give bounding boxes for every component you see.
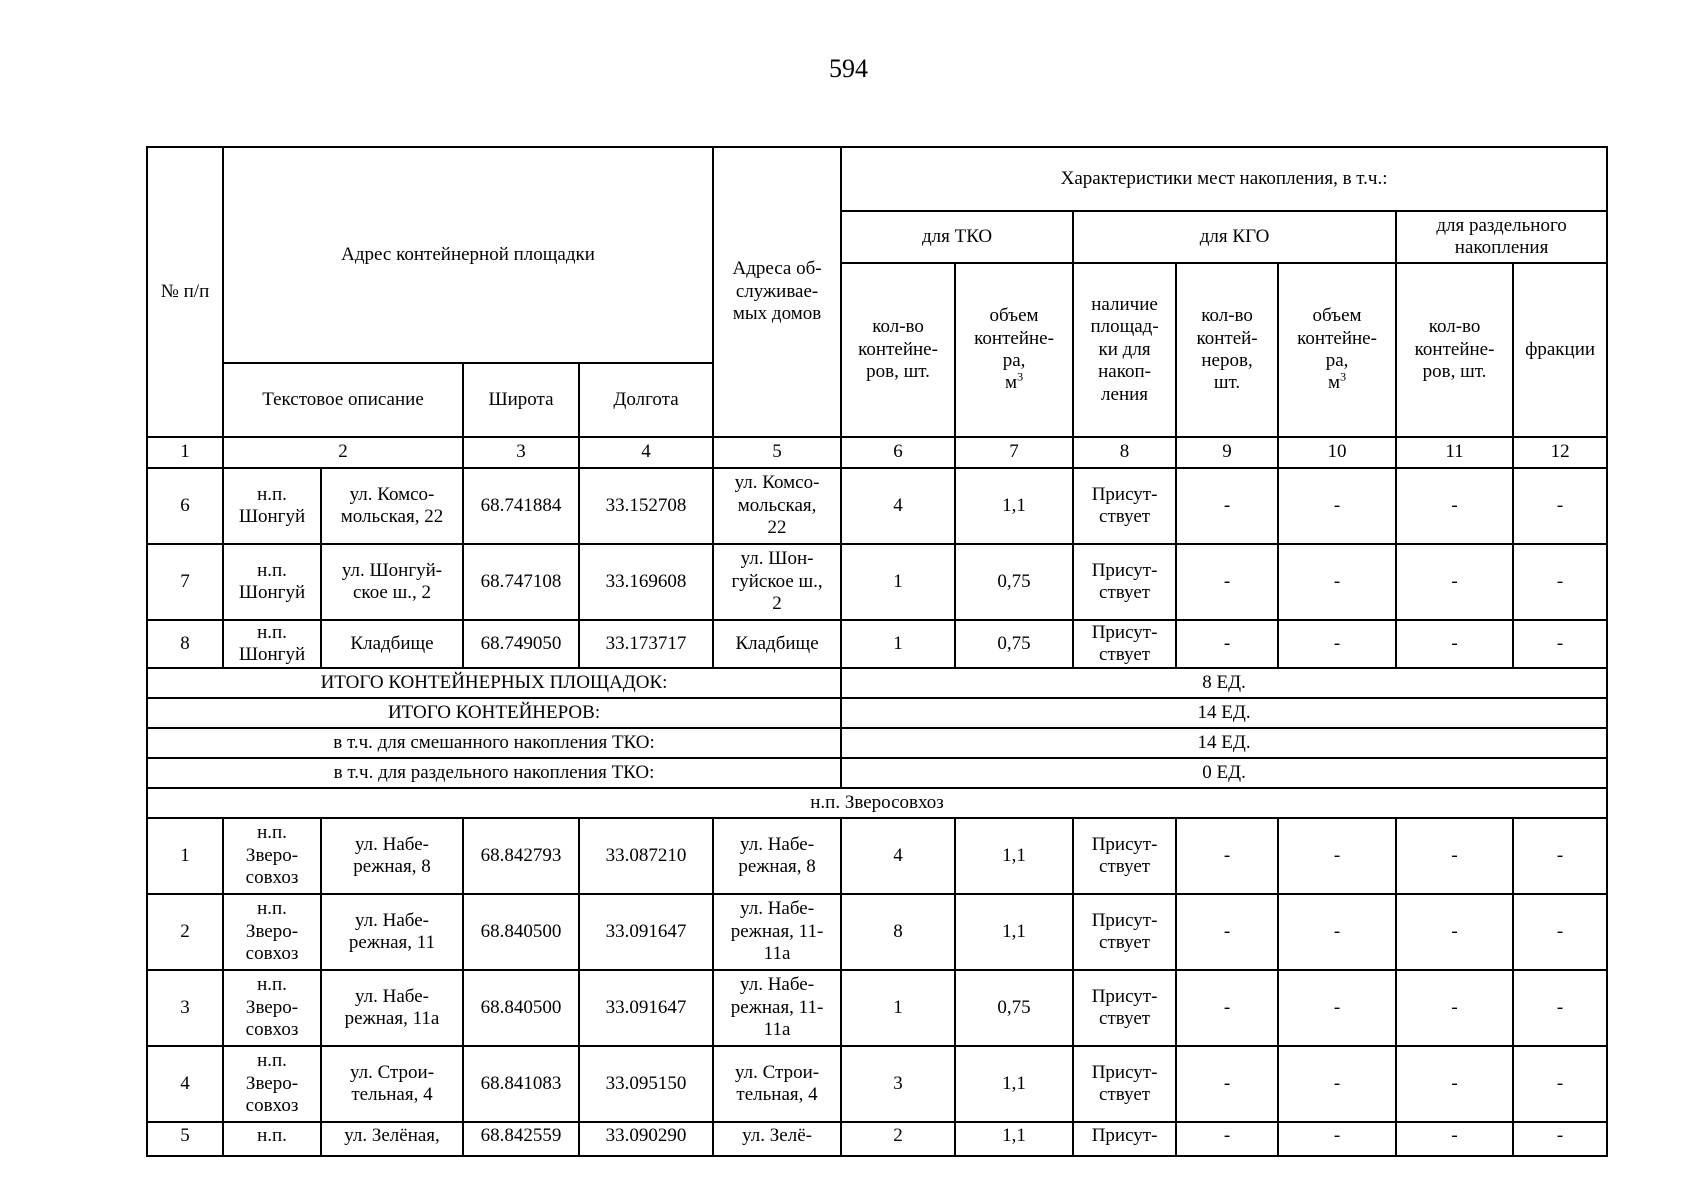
superscript-3: 3 <box>1340 370 1347 385</box>
cell-kgo-presence: Присут- ствует <box>1073 894 1176 970</box>
cell-lat: 68.841083 <box>463 1046 579 1122</box>
cell-settlement: н.п. Шонгуй <box>223 544 321 620</box>
header-kgo-count: кол-во контей- неров, шт. <box>1176 263 1278 437</box>
cell-sep-count: - <box>1396 620 1513 668</box>
cell-tko-count: 2 <box>841 1122 955 1156</box>
cell-kgo-count: - <box>1176 1046 1278 1122</box>
cell-houses: Кладбище <box>713 620 841 668</box>
cell-tko-count: 8 <box>841 894 955 970</box>
cell-kgo-presence: Присут- ствует <box>1073 970 1176 1046</box>
cell-lat: 68.842559 <box>463 1122 579 1156</box>
cell-kgo-volume: - <box>1278 1122 1396 1156</box>
summary-label: ИТОГО КОНТЕЙНЕРНЫХ ПЛОЩАДОК: <box>147 668 841 698</box>
cell-settlement: н.п. Зверо- совхоз <box>223 818 321 894</box>
header-separate: для раздельного накопления <box>1396 211 1607 263</box>
cell-houses: ул. Набе- режная, 8 <box>713 818 841 894</box>
header-kgo: для КГО <box>1073 211 1396 263</box>
cell-lat: 68.749050 <box>463 620 579 668</box>
cell-tko-count: 1 <box>841 544 955 620</box>
summary-value: 8 ЕД. <box>841 668 1607 698</box>
header-tko-volume <box>955 263 1073 437</box>
column-number: 10 <box>1278 437 1396 468</box>
column-number: 9 <box>1176 437 1278 468</box>
cell-kgo-presence: Присут- ствует <box>1073 620 1176 668</box>
cell-num: 6 <box>147 468 223 544</box>
cell-num: 5 <box>147 1122 223 1156</box>
column-number: 12 <box>1513 437 1607 468</box>
cell-kgo-volume: - <box>1278 1046 1396 1122</box>
cell-street: ул. Шонгуй- ское ш., 2 <box>321 544 463 620</box>
cell-street: ул. Комсо- мольская, 22 <box>321 468 463 544</box>
header-served-houses: Адреса об- служивае- мых домов <box>713 147 841 437</box>
cell-sep-count: - <box>1396 818 1513 894</box>
cell-kgo-count: - <box>1176 620 1278 668</box>
cell-settlement: н.п. <box>223 1122 321 1156</box>
cell-settlement: н.п. Шонгуй <box>223 468 321 544</box>
cell-kgo-volume: - <box>1278 620 1396 668</box>
cell-kgo-volume: - <box>1278 544 1396 620</box>
cell-lon: 33.090290 <box>579 1122 713 1156</box>
column-number: 6 <box>841 437 955 468</box>
table-row <box>147 818 1607 894</box>
column-number: 1 <box>147 437 223 468</box>
cell-kgo-presence: Присут- ствует <box>1073 1046 1176 1122</box>
header-address-group: Адрес контейнерной площадки <box>223 147 713 363</box>
summary-value: 14 ЕД. <box>841 698 1607 728</box>
cell-tko-count: 3 <box>841 1046 955 1122</box>
cell-houses: ул. Набе- режная, 11- 11а <box>713 970 841 1046</box>
cell-lon: 33.091647 <box>579 894 713 970</box>
table-row <box>147 544 1607 620</box>
cell-kgo-volume: - <box>1278 894 1396 970</box>
cell-lat: 68.741884 <box>463 468 579 544</box>
cell-houses: ул. Строи- тельная, 4 <box>713 1046 841 1122</box>
cell-kgo-count: - <box>1176 468 1278 544</box>
summary-label: ИТОГО КОНТЕЙНЕРОВ: <box>147 698 841 728</box>
cell-sep-fractions: - <box>1513 1046 1607 1122</box>
cell-street: ул. Строи- тельная, 4 <box>321 1046 463 1122</box>
cell-sep-count: - <box>1396 468 1513 544</box>
cell-tko-count: 1 <box>841 620 955 668</box>
summary-row <box>147 758 1607 788</box>
cell-settlement: н.п. Зверо- совхоз <box>223 1046 321 1122</box>
column-number: 3 <box>463 437 579 468</box>
cell-sep-fractions: - <box>1513 894 1607 970</box>
cell-lon: 33.095150 <box>579 1046 713 1122</box>
cell-num: 2 <box>147 894 223 970</box>
cell-sep-fractions: - <box>1513 818 1607 894</box>
cell-sep-count: - <box>1396 544 1513 620</box>
cell-sep-fractions: - <box>1513 468 1607 544</box>
header-kgo-volume-text: объем контейне- ра, м <box>1297 305 1377 394</box>
cell-sep-count: - <box>1396 1046 1513 1122</box>
cell-settlement: н.п. Зверо- совхоз <box>223 894 321 970</box>
cell-tko-volume: 1,1 <box>955 818 1073 894</box>
table-row <box>147 894 1607 970</box>
header-tko-count: кол-во контейне- ров, шт. <box>841 263 955 437</box>
column-number: 2 <box>223 437 463 468</box>
cell-lon: 33.152708 <box>579 468 713 544</box>
cell-kgo-count: - <box>1176 894 1278 970</box>
section-row <box>147 788 1607 818</box>
table-row <box>147 970 1607 1046</box>
cell-sep-count: - <box>1396 1122 1513 1156</box>
cell-street: Кладбище <box>321 620 463 668</box>
header-kgo-presence: наличие площад- ки для накоп- ления <box>1073 263 1176 437</box>
cell-houses: ул. Шон- гуйское ш., 2 <box>713 544 841 620</box>
superscript-3: 3 <box>1017 370 1024 385</box>
summary-row <box>147 728 1607 758</box>
cell-kgo-count: - <box>1176 818 1278 894</box>
cell-houses: ул. Зелё- <box>713 1122 841 1156</box>
table-body <box>147 468 1607 1156</box>
cell-num: 7 <box>147 544 223 620</box>
summary-label: в т.ч. для раздельного накопления ТКО: <box>147 758 841 788</box>
summary-row <box>147 668 1607 698</box>
table-row <box>147 1046 1607 1122</box>
table-row <box>147 620 1607 668</box>
cell-sep-count: - <box>1396 970 1513 1046</box>
cell-street: ул. Набе- режная, 11 <box>321 894 463 970</box>
cell-kgo-count: - <box>1176 970 1278 1046</box>
container-sites-table <box>146 146 1608 1157</box>
cell-tko-volume: 0,75 <box>955 620 1073 668</box>
cell-lat: 68.840500 <box>463 894 579 970</box>
column-number: 4 <box>579 437 713 468</box>
cell-tko-volume: 1,1 <box>955 894 1073 970</box>
table-header <box>147 147 1607 468</box>
cell-kgo-presence: Присут- ствует <box>1073 468 1176 544</box>
cell-tko-volume: 1,1 <box>955 1046 1073 1122</box>
cell-street: ул. Набе- режная, 11а <box>321 970 463 1046</box>
cell-houses: ул. Набе- режная, 11- 11а <box>713 894 841 970</box>
page-number: 594 <box>829 54 868 83</box>
cell-lat: 68.840500 <box>463 970 579 1046</box>
cell-num: 4 <box>147 1046 223 1122</box>
cell-kgo-presence: Присут- <box>1073 1122 1176 1156</box>
cell-kgo-volume: - <box>1278 818 1396 894</box>
table-row <box>147 468 1607 544</box>
cell-lon: 33.173717 <box>579 620 713 668</box>
cell-kgo-presence: Присут- ствует <box>1073 544 1176 620</box>
header-sep-count: кол-во контейне- ров, шт. <box>1396 263 1513 437</box>
summary-row <box>147 698 1607 728</box>
cell-houses: ул. Комсо- мольская, 22 <box>713 468 841 544</box>
header-tko-volume-text: объем контейне- ра, м <box>974 305 1054 394</box>
cell-num: 3 <box>147 970 223 1046</box>
cell-sep-fractions: - <box>1513 970 1607 1046</box>
cell-kgo-volume: - <box>1278 970 1396 1046</box>
cell-lon: 33.087210 <box>579 818 713 894</box>
header-tko: для ТКО <box>841 211 1073 263</box>
cell-tko-volume: 1,1 <box>955 468 1073 544</box>
cell-kgo-count: - <box>1176 1122 1278 1156</box>
section-title: н.п. Зверосовхоз <box>147 788 1607 818</box>
cell-kgo-presence: Присут- ствует <box>1073 818 1176 894</box>
cell-kgo-volume: - <box>1278 468 1396 544</box>
column-number: 5 <box>713 437 841 468</box>
column-number: 7 <box>955 437 1073 468</box>
cell-sep-fractions: - <box>1513 1122 1607 1156</box>
cell-tko-volume: 1,1 <box>955 1122 1073 1156</box>
table-row <box>147 1122 1607 1156</box>
summary-label: в т.ч. для смешанного накопления ТКО: <box>147 728 841 758</box>
cell-lon: 33.169608 <box>579 544 713 620</box>
cell-street: ул. Набе- режная, 8 <box>321 818 463 894</box>
header-lat: Широта <box>463 363 579 437</box>
cell-tko-count: 4 <box>841 468 955 544</box>
cell-lat: 68.842793 <box>463 818 579 894</box>
cell-street: ул. Зелёная, <box>321 1122 463 1156</box>
cell-settlement: н.п. Шонгуй <box>223 620 321 668</box>
summary-value: 0 ЕД. <box>841 758 1607 788</box>
cell-settlement: н.п. Зверо- совхоз <box>223 970 321 1046</box>
cell-num: 8 <box>147 620 223 668</box>
cell-tko-volume: 0,75 <box>955 970 1073 1046</box>
summary-value: 14 ЕД. <box>841 728 1607 758</box>
header-num: № п/п <box>147 147 223 437</box>
cell-sep-fractions: - <box>1513 620 1607 668</box>
column-numbers-row <box>147 437 1607 468</box>
column-number: 11 <box>1396 437 1513 468</box>
cell-lon: 33.091647 <box>579 970 713 1046</box>
cell-tko-volume: 0,75 <box>955 544 1073 620</box>
header-characteristics: Характеристики мест накопления, в т.ч.: <box>841 147 1607 211</box>
column-number: 8 <box>1073 437 1176 468</box>
header-text-desc: Текстовое описание <box>223 363 463 437</box>
cell-lat: 68.747108 <box>463 544 579 620</box>
cell-tko-count: 1 <box>841 970 955 1046</box>
cell-kgo-count: - <box>1176 544 1278 620</box>
header-kgo-volume <box>1278 263 1396 437</box>
cell-num: 1 <box>147 818 223 894</box>
header-lon: Долгота <box>579 363 713 437</box>
cell-sep-fractions: - <box>1513 544 1607 620</box>
header-sep-fractions: фракции <box>1513 263 1607 437</box>
cell-tko-count: 4 <box>841 818 955 894</box>
cell-sep-count: - <box>1396 894 1513 970</box>
